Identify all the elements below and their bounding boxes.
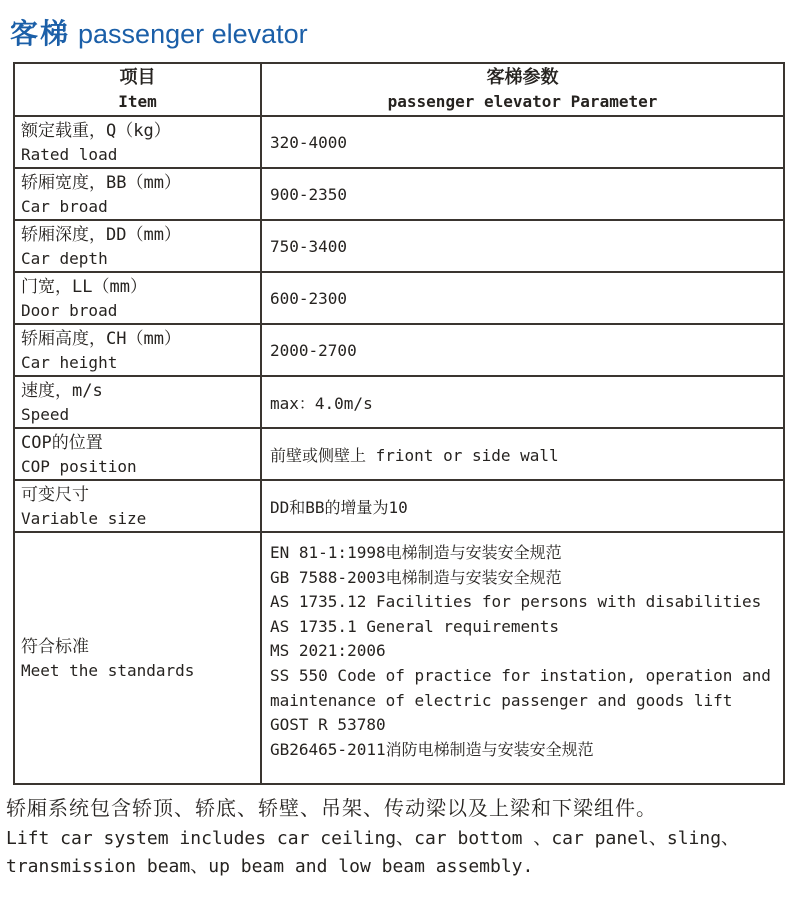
table-row-car-depth — [15, 219, 783, 271]
standard-line: GOST R 53780 — [270, 715, 386, 735]
row-value — [262, 325, 783, 375]
row-label-zh: 速度，m/s — [21, 380, 103, 401]
standard-line: EN 81-1:1998电梯制造与安装安全规范 — [270, 543, 562, 562]
table-row-speed — [15, 375, 783, 427]
table-row-cop-position — [15, 427, 783, 479]
row-label — [15, 429, 262, 479]
footer-text-zh: 轿厢系统包含轿顶、轿底、轿壁、吊架、传动梁以及上梁和下梁组件。 — [6, 796, 657, 820]
row-label-en: Car height — [21, 352, 118, 372]
header-parameter-cell — [262, 64, 783, 115]
table-row-car-broad — [15, 167, 783, 219]
row-label — [15, 325, 262, 375]
page-title — [10, 12, 308, 52]
row-label-en: Door broad — [21, 300, 118, 320]
spec-table — [13, 62, 785, 785]
footer-paragraph — [6, 793, 796, 881]
row-value-text: 前壁或侧壁上 friont or side wall — [270, 445, 559, 465]
row-label-zh: 可变尺寸 — [21, 484, 89, 505]
standard-line: AS 1735.1 General requirements — [270, 616, 559, 636]
row-label — [15, 117, 262, 167]
standard-line: MS 2021:2006 — [270, 641, 386, 661]
row-value — [262, 221, 783, 271]
row-value-text: max：4.0m/s — [270, 393, 373, 413]
row-value-text: DD和BB的增量为10 — [270, 497, 408, 517]
row-value — [262, 169, 783, 219]
footer-text-en: Lift car system includes car ceiling、car bottom 、car panel、sling、transmission beam、up beam and low beam assembly. — [6, 828, 740, 877]
table-row-variable-size — [15, 479, 783, 531]
row-value-text: 2000-2700 — [270, 340, 357, 360]
row-label-zh: COP的位置 — [21, 432, 103, 453]
table-row-car-height — [15, 323, 783, 375]
row-label-zh: 额定载重，Q（kg） — [21, 120, 171, 141]
row-label — [15, 273, 262, 323]
row-value-text: 900-2350 — [270, 184, 348, 204]
row-label — [15, 221, 262, 271]
row-label-en: Meet the standards — [21, 660, 195, 680]
header-item-cell — [15, 64, 262, 115]
row-label — [15, 377, 262, 427]
row-value — [262, 481, 783, 531]
row-label — [15, 481, 262, 531]
row-label-zh: 符合标准 — [21, 636, 89, 657]
row-label-en: Speed — [21, 404, 70, 424]
row-label — [15, 169, 262, 219]
page-title-zh: 客梯 — [10, 17, 71, 50]
row-label-en: Rated load — [21, 144, 118, 164]
row-label-zh: 轿厢高度，CH（mm） — [21, 328, 181, 349]
row-label-zh: 轿厢深度，DD（mm） — [21, 224, 181, 245]
header-item-zh: 项目 — [119, 67, 156, 88]
row-label-zh: 轿厢宽度，BB（mm） — [21, 172, 181, 193]
table-row-door-broad — [15, 271, 783, 323]
table-row-standards — [15, 531, 783, 783]
standard-line: GB 7588-2003电梯制造与安装安全规范 — [270, 567, 562, 587]
header-item-en: Item — [118, 92, 157, 111]
row-label — [15, 533, 262, 783]
table-row-rated-load — [15, 115, 783, 167]
row-value-text: 320-4000 — [270, 132, 348, 152]
standard-line: GB26465-2011消防电梯制造与安装安全规范 — [270, 739, 594, 759]
header-parameter-en: passenger elevator Parameter — [387, 92, 658, 111]
row-label-en: Variable size — [21, 508, 147, 528]
row-value — [262, 377, 783, 427]
row-value-text: 600-2300 — [270, 288, 348, 308]
row-label-zh: 门宽，LL（mm） — [21, 276, 147, 297]
table-header-row — [15, 64, 783, 115]
row-label-en: COP position — [21, 456, 137, 476]
standard-line: maintenance of electric passenger and goods lift — [270, 690, 733, 710]
standard-line: SS 550 Code of practice for instation, operation and — [270, 665, 771, 685]
row-label-en: Car broad — [21, 196, 108, 216]
row-label-en: Car depth — [21, 248, 108, 268]
page-title-en: passenger elevator — [78, 19, 308, 49]
standards-list — [262, 533, 783, 783]
standard-line: AS 1735.12 Facilities for persons with disabilities — [270, 592, 762, 612]
row-value — [262, 273, 783, 323]
header-parameter-zh: 客梯参数 — [486, 67, 559, 88]
row-value-text: 750-3400 — [270, 236, 348, 256]
row-value — [262, 429, 783, 479]
row-value — [262, 117, 783, 167]
